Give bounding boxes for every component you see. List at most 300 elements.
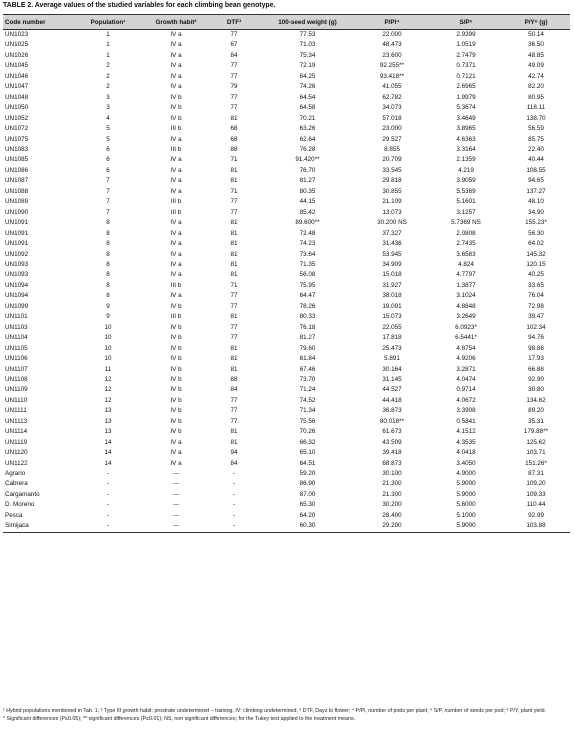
pods-per-plant-cell: 23.600 [382,51,402,59]
table-row [3,82,570,92]
pods-per-plant-cell: 21.109 [382,198,402,206]
dtf-cell: 77 [230,72,238,80]
pods-per-plant-cell: 15.018 [382,271,402,279]
dtf-cell: 77 [230,292,238,300]
code-cell: UN1052 [5,114,29,122]
pods-per-plant-cell: 61.673 [382,428,402,436]
growth-habit-cell: --- [172,490,180,498]
population-cell: 14 [104,438,112,446]
column-header-seed-weight: 100-seed weight (g) [261,15,354,30]
population-cell: 10 [104,344,112,352]
pods-per-plant-cell: 25.473 [382,344,402,352]
growth-habit-cell: IV b [170,104,182,112]
seeds-per-pod-cell: 5.6000 [456,501,476,509]
seed-weight-cell: 74.52 [299,396,316,404]
seed-weight-cell: 74.26 [299,83,316,91]
seed-weight-cell: 71.35 [299,260,316,268]
plant-yield-cell: 120.15 [526,260,546,268]
growth-habit-cell: III b [170,208,182,216]
dtf-cell: 81 [230,219,238,227]
dtf-cell: 81 [230,240,238,248]
growth-habit-cell: IV a [170,219,182,227]
population-cell: 7 [106,177,110,185]
table-row [3,197,570,207]
population-cell: 8 [106,219,110,227]
seeds-per-pod-cell: 3.1024 [456,292,476,300]
plant-yield-cell: 17.93 [528,355,544,363]
population-cell: 1 [106,41,110,49]
table-row [3,417,570,427]
growth-habit-cell: III b [170,281,182,289]
dtf-cell: 81 [230,177,238,185]
seeds-per-pod-cell: 4.7797 [456,271,476,279]
dtf-cell: 77 [230,208,238,216]
code-cell: D. Moreno [5,501,35,509]
pods-per-plant-cell: 29.527 [382,135,402,143]
code-cell: UN1094 [5,292,29,300]
plant-yield-cell: 85.75 [528,135,544,143]
pods-per-plant-cell: 19.091 [382,302,402,310]
code-cell: UN1087 [5,177,29,185]
growth-habit-cell: IV b [170,386,182,394]
code-cell: UN1104 [5,334,28,342]
seeds-per-pod-cell: 5.1601 [456,198,476,206]
column-header-seeds-per-pod: S/P⁵ [430,15,502,30]
seed-weight-cell: 64.58 [299,104,316,112]
growth-habit-cell: IV b [170,344,182,352]
table-row [3,135,570,145]
plant-yield-cell: 179.88** [523,428,549,436]
code-cell: UN1088 [5,187,29,195]
code-cell: UN1106 [5,355,28,363]
population-cell: 8 [106,229,110,237]
dtf-cell: 77 [230,396,238,404]
pods-per-plant-cell: 62.782 [382,93,402,101]
plant-yield-cell: 80.95 [528,93,544,101]
seed-weight-cell: 76.70 [299,166,316,174]
population-cell: 5 [106,135,110,143]
seeds-per-pod-cell: 2.0808 [456,229,476,237]
population-cell: - [106,501,110,509]
table-row [3,333,570,343]
table-row [3,250,570,260]
growth-habit-cell: --- [172,470,180,478]
code-cell: UN1109 [5,386,28,394]
code-cell: UN1072 [5,125,29,133]
code-cell: UN1089 [5,198,29,206]
growth-habit-cell: IV a [170,229,182,237]
seeds-per-pod-cell: 0.7371 [456,62,476,70]
dtf-cell: 77 [230,417,238,425]
seed-weight-cell: 71.34 [299,407,316,415]
seed-weight-cell: 44.15 [299,198,316,206]
growth-habit-cell: --- [145,521,207,532]
table-row [3,511,570,521]
growth-habit-cell: IV a [170,83,182,91]
dtf-cell: 71 [230,156,238,164]
seed-weight-cell: 56.08 [299,271,316,279]
seed-weight-cell: 81.27 [299,177,316,185]
table-row [3,51,570,61]
pods-per-plant-cell: 23.000 [382,125,402,133]
dtf-cell: 81 [230,355,238,363]
population-cell: 10 [104,323,112,331]
growth-habit-cell: IV b [170,428,182,436]
population-cell: 14 [104,449,112,457]
plant-yield-cell: 22.40 [528,145,544,153]
dtf-cell: 68 [230,125,238,133]
table-row [3,365,570,375]
code-cell: UN1050 [5,104,29,112]
seed-weight-cell: 71.24 [299,386,316,394]
dtf-cell: 77 [230,334,238,342]
seeds-per-pod-cell: 2.1359 [456,156,476,164]
seeds-per-pod-cell: 5.9000 [456,480,476,488]
pods-per-plant-cell: 57.018 [382,114,402,122]
plant-yield-cell: 64.02 [528,240,544,248]
growth-habit-cell: III b [170,145,182,153]
table-row [3,521,570,532]
population-cell: - [106,480,110,488]
seed-weight-cell: 80.33 [299,313,316,321]
pods-per-plant-cell: 48.473 [382,41,402,49]
growth-habit-cell: IV a [170,41,182,49]
table-row [3,500,570,510]
dtf-cell: 81 [230,229,238,237]
plant-yield-cell: 76.04 [528,292,544,300]
growth-habit-cell: IV a [170,31,182,38]
seeds-per-pod-cell: 6.0923* [455,323,477,331]
seed-weight-cell: 64.20 [299,511,316,519]
growth-habit-cell: IV b [170,355,182,363]
dtf-cell: 77 [230,93,238,101]
plant-yield-cell: 138.70 [526,114,546,122]
seeds-per-pod-cell: 5.5369 [456,187,476,195]
population-cell: 6 [106,166,110,174]
seed-weight-cell: 86.90 [299,480,316,488]
population-cell: 12 [104,375,112,383]
code-cell: UN1093 [5,260,29,268]
dtf-cell: - [232,511,236,519]
plant-yield-cell: 40.25 [528,271,544,279]
code-cell: UN1114 [5,428,28,436]
table-row [3,406,570,416]
population-cell: 8 [106,292,110,300]
table-row [3,30,570,41]
table-row [3,427,570,437]
code-cell: Cargamanto [5,490,40,498]
dtf-cell: 88 [230,375,238,383]
dtf-cell: - [207,521,261,532]
seed-weight-cell: 75.34 [299,51,316,59]
plant-yield-cell: 137.27 [526,187,546,195]
plant-yield-cell: 109.20 [526,480,546,488]
seeds-per-pod-cell: 4.0474 [456,375,476,383]
table-row [3,166,570,176]
seeds-per-pod-cell: 4.1512 [456,428,476,436]
dtf-cell: 84 [230,459,238,467]
table-row [3,176,570,186]
plant-yield-cell: 33.65 [528,281,544,289]
plant-yield-cell: 108.55 [526,166,546,174]
pods-per-plant-cell: 15.073 [382,313,402,321]
pods-per-plant-cell: 41.055 [382,83,402,91]
seeds-per-pod-cell: 3.1257 [456,208,476,216]
seeds-per-pod-cell: 4.3535 [456,438,476,446]
seed-weight-cell: 79.60 [299,344,316,352]
plant-yield-cell: 92.90 [528,375,544,383]
pods-per-plant-cell: 30.855 [382,187,402,195]
growth-habit-cell: IV b [170,302,182,310]
seed-weight-cell: 73.64 [299,250,316,258]
seeds-per-pod-cell: 1.3877 [456,281,476,289]
seeds-per-pod-cell: 3.3908 [456,407,476,415]
growth-habit-cell: IV b [170,396,182,404]
population-cell: 8 [106,240,110,248]
population-cell: 3 [106,104,110,112]
footnote-abbreviations: ¹ Hybrid populations mentioned in Tab. 1; ² Type III growth habit: prostrate undetermined – training, IV: climbing undetermined; ³ DTF, Days to flower; ⁴ P/Pl, number of pods per plant; ⁵ S/P, number of seeds per pod; ⁶ P/Y, plant yield. [3,708,547,714]
population-cell: 9 [106,313,110,321]
dtf-cell: - [232,490,236,498]
column-header-growth-habit: Growth habit² [145,15,207,30]
seeds-per-pod-cell: 1.9979 [456,93,476,101]
code-cell: Simijaca [3,521,71,532]
table-row [3,124,570,134]
seed-weight-cell: 66.32 [299,438,316,446]
seed-weight-cell: 59.20 [299,470,316,478]
plant-yield-cell: 34.90 [528,208,544,216]
seeds-per-pod-cell: 5.7369 NS [451,219,481,227]
code-cell: UN1099 [5,302,29,310]
seed-weight-cell: 70.26 [299,428,316,436]
pods-per-plant-cell: 29.818 [382,177,402,185]
code-cell: UN1045 [5,62,29,70]
seeds-per-pod-cell: 3.9059 [456,177,476,185]
dtf-cell: 77 [230,323,238,331]
seed-weight-cell: 76.28 [299,145,316,153]
code-cell: UN1047 [5,83,29,91]
growth-habit-cell: III b [170,313,182,321]
population-cell: 13 [104,428,112,436]
dtf-cell: 71 [230,281,238,289]
seeds-per-pod-cell: 3.2649 [456,313,476,321]
data-table [3,14,570,533]
table-row [3,72,570,82]
table-row [3,260,570,270]
code-cell: UN1110 [5,396,28,404]
code-cell: UN1091 [5,229,29,237]
plant-yield-cell: 102.34 [526,323,546,331]
growth-habit-cell: IV a [170,62,182,70]
code-cell: UN1086 [5,166,29,174]
code-cell: UN1120 [5,449,28,457]
table-row [3,229,570,239]
column-header-dtf: DTF³ [207,15,261,30]
growth-habit-cell: III b [170,198,182,206]
seeds-per-pod-cell: 4.0672 [456,396,476,404]
population-cell: 2 [106,72,110,80]
seed-weight-cell: 89.600** [295,219,320,227]
growth-habit-cell: IV a [170,156,182,164]
column-header-pods-per-plant: P/Pl⁴ [354,15,430,30]
pods-per-plant-cell: 21.300 [382,480,402,488]
table-row [3,187,570,197]
pods-per-plant-cell: 5.891 [384,355,400,363]
plant-yield-cell: 82.20 [528,83,544,91]
table-row [3,479,570,489]
dtf-cell: - [232,480,236,488]
plant-yield-cell: 125.62 [526,438,546,446]
population-cell: 14 [104,459,112,467]
dtf-cell: 81 [230,260,238,268]
seed-weight-cell: 77.53 [299,31,316,38]
dtf-cell: 71 [230,187,238,195]
code-cell: UN1094 [5,281,29,289]
growth-habit-cell: IV b [170,407,182,415]
table-row [3,103,570,113]
pods-per-plant-cell: 30.200 NS [377,219,407,227]
pods-per-plant-cell: 34.073 [382,104,402,112]
growth-habit-cell: IV b [170,93,182,101]
table-row [3,375,570,385]
seed-weight-cell: 72.19 [299,62,316,70]
pods-per-plant-cell: 21.300 [382,490,402,498]
growth-habit-cell: IV b [170,334,182,342]
plant-yield-cell: 40.44 [528,156,544,164]
seed-weight-cell: 60.30 [261,521,354,532]
column-header-plant-yield: P/Y⁶ (g) [502,15,570,30]
seeds-per-pod-cell: 3.4649 [456,114,476,122]
pods-per-plant-cell: 31.927 [382,281,402,289]
dtf-cell: 81 [230,438,238,446]
table-row [3,291,570,301]
population-cell: 3 [106,93,110,101]
seeds-per-pod-cell: 4.9206 [456,355,476,363]
seeds-per-pod-cell: 5.3674 [456,104,476,112]
dtf-cell: 79 [230,83,238,91]
code-cell: UN1108 [5,375,28,383]
plant-yield-cell: 66.88 [528,365,544,373]
pods-per-plant-cell: 44.527 [382,386,402,394]
dtf-cell: 77 [230,31,238,38]
table-row [3,312,570,322]
population-cell: 1 [106,51,110,59]
seed-weight-cell: 91.420** [295,156,320,164]
table-row [3,438,570,448]
seed-weight-cell: 78.26 [299,302,316,310]
population-cell: 12 [104,396,112,404]
plant-yield-cell: 92.99 [528,511,544,519]
code-cell: UN1103 [5,323,28,331]
dtf-cell: 77 [230,198,238,206]
table-row [3,385,570,395]
growth-habit-cell: IV a [170,260,182,268]
dtf-cell: 81 [230,114,238,122]
code-cell: UN1092 [5,250,29,258]
seeds-per-pod-cell: 6.5441* [455,334,477,342]
pods-per-plant-cell: 80.018** [379,417,405,425]
pods-per-plant-cell: 34.909 [382,260,402,268]
plant-yield-cell: 145.32 [526,250,546,258]
population-cell: 7 [106,187,110,195]
seeds-per-pod-cell: 5.9000 [430,521,502,532]
growth-habit-cell: --- [172,511,180,519]
seed-weight-cell: 76.18 [299,323,316,331]
pods-per-plant-cell: 31.436 [382,240,402,248]
pods-per-plant-cell: 92.255** [379,62,405,70]
growth-habit-cell: IV a [170,459,182,467]
population-cell: 8 [106,250,110,258]
column-header-population: Population¹ [71,15,145,30]
plant-yield-cell: 42.74 [528,72,544,80]
code-cell: UN1023 [5,31,29,38]
seeds-per-pod-cell: 4.8754 [456,344,476,352]
seed-weight-cell: 64.54 [299,93,316,101]
pods-per-plant-cell: 20.709 [382,156,402,164]
seeds-per-pod-cell: 3.2871 [456,365,476,373]
table-row [3,61,570,71]
dtf-cell: 77 [230,62,238,70]
population-cell: - [106,490,110,498]
dtf-cell: 81 [230,365,238,373]
pods-per-plant-cell: 22.055 [382,323,402,331]
population-cell: 8 [106,281,110,289]
pods-per-plant-cell: 44.418 [382,396,402,404]
plant-yield-cell: 109.33 [526,490,546,498]
growth-habit-cell: IV a [170,449,182,457]
seeds-per-pod-cell: 0.5841 [456,417,476,425]
footnote-significance: * Significant differences (P≤0.05); ** significant differences (P≤0.01); NS, non significant differences; for the Tukey test applied to the treatment means. [3,715,356,722]
code-cell: UN1107 [5,365,28,373]
growth-habit-cell: IV b [170,365,182,373]
dtf-cell: 81 [230,250,238,258]
plant-yield-cell: 94.65 [528,177,544,185]
dtf-cell: 84 [230,386,238,394]
seed-weight-cell: 81.27 [299,334,316,342]
growth-habit-cell: IV a [170,135,182,143]
population-cell: 6 [106,156,110,164]
seeds-per-pod-cell: 4.6363 [456,135,476,143]
dtf-cell: - [232,470,236,478]
pods-per-plant-cell: 39.418 [382,449,402,457]
seed-weight-cell: 74.23 [299,240,316,248]
table-row [3,239,570,249]
population-cell: 8 [106,271,110,279]
pods-per-plant-cell: 30.200 [382,501,402,509]
table-row [3,354,570,364]
plant-yield-cell: 36.50 [528,41,544,49]
code-cell: UN1093 [5,271,29,279]
pods-per-plant-cell: 38.018 [382,292,402,300]
population-cell: 2 [106,83,110,91]
table-row [3,270,570,280]
code-cell: Agrario [5,470,26,478]
growth-habit-cell: IV a [170,271,182,279]
growth-habit-cell: --- [172,501,180,509]
seeds-per-pod-cell: 4.0418 [456,449,476,457]
code-cell: UN1105 [5,344,28,352]
table-row [3,218,570,228]
dtf-cell: 77 [230,407,238,415]
dtf-cell: - [232,501,236,509]
seed-weight-cell: 72.48 [299,229,316,237]
population-cell: - [106,470,110,478]
plant-yield-cell: 110.44 [526,501,546,509]
growth-habit-cell: IV b [170,323,182,331]
dtf-cell: 81 [230,166,238,174]
table-row [3,459,570,469]
population-cell: 2 [106,62,110,70]
